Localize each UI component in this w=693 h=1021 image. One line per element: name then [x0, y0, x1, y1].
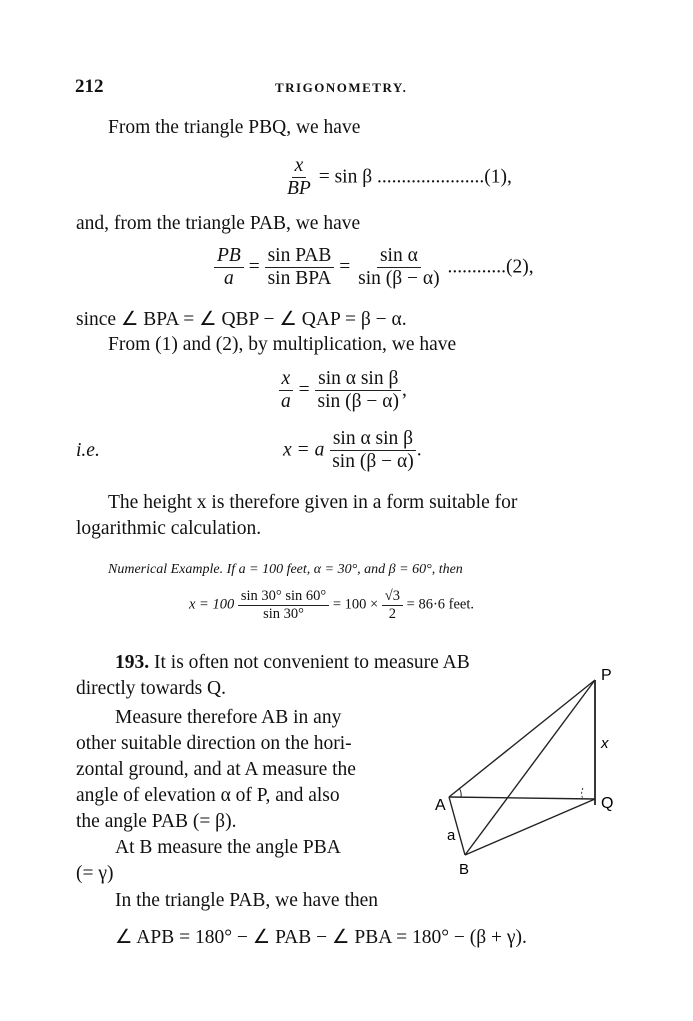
eq2-c-numerator: sin α — [377, 245, 421, 268]
page-number: 212 — [75, 76, 104, 97]
paragraph-line: the angle PAB (= β). — [76, 811, 237, 832]
label-B: B — [459, 861, 470, 878]
equation-4: x = a $\frac{\text{sin α sin β}}{\sin (\beta - \alpha)}$ . — [283, 428, 422, 473]
label-x: x — [601, 735, 609, 752]
section-193-line — [115, 650, 470, 676]
eq2-dots: ............ — [447, 256, 506, 278]
eq2-b-numerator: sin PAB — [265, 245, 335, 268]
numeq-denominator: sin 30° — [263, 605, 304, 622]
paragraph-line: directly towards Q. — [76, 678, 227, 699]
section-number: 193. — [115, 652, 150, 673]
line-BP — [465, 680, 595, 855]
eq1-rhs: = sin β — [318, 166, 373, 188]
line-BQ — [465, 799, 595, 855]
paragraph-line: Measure therefore AB in any — [115, 707, 342, 728]
eq3-numerator: x — [279, 368, 294, 391]
numeq-numerator: sin 30° sin 60° — [238, 588, 329, 606]
numeq-lhs: x = 100 — [189, 596, 235, 613]
numerical-example-equation — [189, 588, 474, 622]
eq1-denominator: BP — [287, 178, 311, 200]
line-AP — [449, 680, 595, 797]
eq3-denominator: a — [281, 391, 291, 413]
triangle-figure — [425, 660, 625, 885]
eq2-c-denominator: sin (β − α) — [358, 268, 440, 290]
eq4-denominator: sin (β − α) — [332, 451, 414, 473]
text-line: since ∠ BPA = ∠ QBP − ∠ QAP = β − α. — [76, 309, 407, 330]
ie-label: i.e. — [76, 440, 100, 461]
eq1-dots: ...................... — [377, 166, 485, 188]
paragraph-line: logarithmic calculation. — [76, 518, 262, 539]
numeq-fraction-numerator: √3 — [382, 588, 403, 606]
line-AQ — [449, 797, 595, 799]
equation-1 — [284, 155, 512, 201]
label-a: a — [447, 827, 456, 844]
label-A: A — [435, 797, 446, 814]
running-title: TRIGONOMETRY. — [275, 80, 408, 95]
label-P: P — [601, 667, 612, 684]
text-line: From the triangle PBQ, we have — [108, 117, 361, 138]
numeq-fraction-denominator: 2 — [388, 605, 397, 622]
angle-mark-A — [459, 788, 461, 797]
eq2-a-numerator: PB — [214, 245, 244, 268]
numeq-middle: = 100 × — [332, 596, 379, 613]
equation-5: ∠ APB = 180° − ∠ PAB − ∠ PBA = 180° − (β + γ). — [115, 927, 527, 948]
paragraph-line: The height x is therefore given in a form suitable for — [108, 492, 518, 513]
eq3-rhs-numerator: sin α sin β — [315, 368, 401, 391]
text-line: From (1) and (2), by multiplication, we have — [108, 334, 457, 355]
angle-mark-Q — [582, 788, 583, 799]
eq4-numerator: sin α sin β — [330, 428, 416, 451]
label-Q: Q — [601, 795, 614, 812]
paragraph-line: other suitable direction on the hori- — [76, 733, 352, 754]
numerical-example-heading: Numerical Example. If a = 100 feet, α = 30°, and β = 60°, then — [108, 562, 463, 577]
eq2-a-denominator: a — [224, 268, 234, 290]
equation-2: $\frac{PB}{a}$ = $\frac{\text{sin PAB}}{\text{sin BPA}}$ = $\frac{\text{sin α}}{\sin (\beta - \alpha)}$ ............(2), — [214, 245, 534, 291]
eq1-tag: (1), — [484, 166, 512, 188]
equation-3: $\frac{x}{a}$ = $\frac{\text{sin α sin β}}{\sin (\beta - \alpha)}$ , — [278, 368, 407, 414]
numeq-rhs: = 86·6 feet. — [406, 596, 475, 613]
section-text: It is often not convenient to measure AB — [154, 652, 470, 673]
eq2-b-denominator: sin BPA — [267, 268, 332, 290]
text-line: and, from the triangle PAB, we have — [76, 213, 361, 234]
paragraph-line: In the triangle PAB, we have then — [115, 890, 379, 911]
line-AB — [449, 797, 465, 855]
paragraph-line: angle of elevation α of P, and also — [76, 785, 340, 806]
eq1-numerator: x — [292, 155, 307, 178]
eq4-lhs: x = a — [283, 439, 325, 461]
paragraph-line: At B measure the angle PBA — [115, 837, 341, 858]
eq3-rhs-denominator: sin (β − α) — [317, 391, 400, 413]
eq2-tag: (2), — [506, 256, 534, 278]
paragraph-line: zontal ground, and at A measure the — [76, 759, 356, 780]
paragraph-line: (= γ) — [76, 863, 114, 884]
